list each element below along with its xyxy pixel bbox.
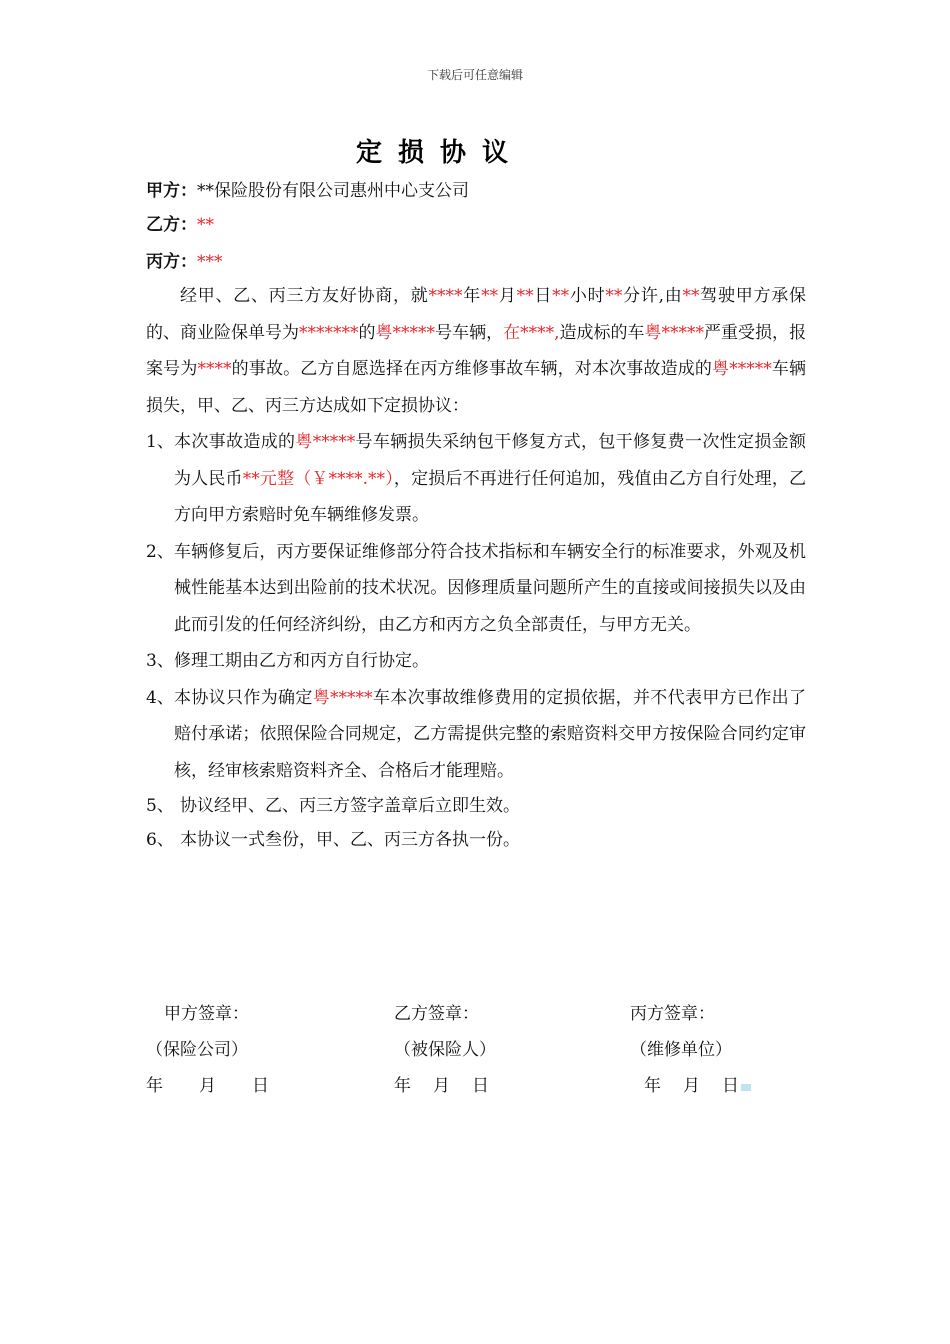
- date-month: 月: [433, 1076, 450, 1096]
- clause-placeholder: 粤*****: [312, 687, 373, 708]
- signature-date: [146, 1068, 269, 1104]
- party-c-label: 丙方：: [146, 252, 197, 272]
- clause-number: 5、: [146, 796, 174, 816]
- clause-4: [146, 680, 806, 790]
- intro-placeholder: 粤*****: [375, 322, 436, 343]
- clause-number: 1、: [146, 432, 174, 452]
- intro-text: 分许,由: [622, 286, 683, 306]
- clause-1: [146, 424, 806, 534]
- date-day: 日: [252, 1076, 269, 1096]
- intro-paragraph: [146, 278, 806, 424]
- clause-text: 车本次事故维修费用的定损依据，并不代表甲方已作出了赔付承诺；依照保险合同规定，乙方需提供完整的索赔资料交甲方按保险合同约定审核，经审核索赔资料齐全、合格后才能理赔。: [174, 687, 807, 781]
- signature-party-c: [630, 996, 751, 1104]
- intro-placeholder: **: [552, 286, 570, 306]
- signature-date: [394, 1068, 496, 1104]
- clause-text: 本协议只作为确定: [174, 687, 313, 708]
- signature-role: （保险公司）: [146, 1040, 248, 1060]
- signature-date: [630, 1068, 751, 1104]
- date-day: 日: [472, 1076, 489, 1096]
- intro-placeholder: **: [516, 286, 534, 306]
- intro-text: 造成标的车: [559, 322, 645, 343]
- signature-title: 丙方签章：: [630, 1004, 715, 1024]
- signature-title: 甲方签章：: [164, 1004, 249, 1024]
- clause-text: 协议经甲、乙、丙三方签字盖章后立即生效。: [180, 796, 520, 816]
- intro-placeholder: **: [605, 286, 623, 306]
- clause-text: 号车辆损失采纳包干修复方式，包干修复费一次性定损金额为人民币: [174, 432, 807, 489]
- party-c-value: ***: [197, 252, 223, 272]
- intro-text: 车辆损失，甲、乙、丙三方达成如下定损协议：: [146, 359, 807, 416]
- intro-placeholder: **: [481, 286, 499, 306]
- clause-5: [146, 789, 806, 823]
- party-a: [146, 176, 469, 201]
- party-c: [146, 247, 223, 272]
- intro-placeholder: 粤*****: [644, 322, 705, 343]
- intro-text: 日: [533, 286, 553, 306]
- clause-placeholder: **元整（￥****.**）: [242, 468, 394, 489]
- clause-3: [146, 643, 806, 680]
- intro-text: 经甲、乙、丙三方友好协商，就: [180, 286, 429, 306]
- clause-text: 本协议一式叁份，甲、乙、丙三方各执一份。: [180, 830, 520, 850]
- signature-party-b: [394, 996, 496, 1104]
- party-b-value: **: [197, 215, 214, 235]
- clause-number: 3、: [146, 651, 174, 671]
- intro-placeholder: 粤*****: [712, 359, 772, 379]
- clause-text: 本次事故造成的: [174, 432, 296, 452]
- signature-party-a: [146, 996, 269, 1104]
- clause-number: 6、: [146, 830, 174, 850]
- clause-text: ，定损后不再进行任何追加，残值由乙方自行处理，乙方向甲方索赔时免车辆维修发票。: [174, 468, 807, 525]
- date-month: 月: [199, 1076, 216, 1096]
- intro-placeholder: 在****,: [503, 322, 560, 343]
- party-b-label: 乙方：: [146, 215, 197, 235]
- party-b: [146, 210, 214, 235]
- intro-text: 的事故。乙方自愿选择在丙方维修事故车辆，对本次事故造成的: [231, 359, 713, 379]
- clause-6: [146, 823, 806, 857]
- intro-placeholder: ****: [428, 286, 463, 306]
- intro-text: 月: [498, 286, 517, 306]
- party-a-label: 甲方：: [146, 181, 197, 201]
- signature-title: 乙方签章：: [394, 1004, 479, 1024]
- document-title: 定损协议: [355, 138, 524, 168]
- intro-placeholder: *******: [299, 322, 359, 343]
- date-day: 日: [722, 1076, 739, 1096]
- header-note: 下载后可任意编辑: [426, 68, 523, 82]
- clause-number: 2、: [146, 541, 174, 562]
- intro-text: 严重受损，报案号为: [146, 322, 807, 379]
- intro-text: 驾驶甲方承保的、商业险保单号为: [146, 286, 807, 343]
- intro-text: 小时: [569, 286, 606, 306]
- clause-text: 车辆修复后，丙方要保证维修部分符合技术指标和车辆安全行的标准要求，外观及机械性能基本达到出险前的技术状况。因修理质量问题所产生的直接或间接损失以及由此而引发的任何经济纠纷，由乙方和丙方之负全部责任，与甲方无关。: [174, 541, 806, 635]
- date-year: 年: [394, 1076, 411, 1096]
- intro-text: 年: [462, 286, 482, 306]
- date-year: 年: [146, 1076, 163, 1096]
- signature-role: （维修单位）: [630, 1040, 732, 1060]
- signature-role: （被保险人）: [394, 1040, 496, 1060]
- intro-placeholder: ****: [197, 359, 232, 379]
- clause-2: [146, 534, 806, 644]
- intro-placeholder: **: [682, 286, 700, 306]
- intro-text: 号车辆，: [435, 322, 504, 343]
- date-month: 月: [683, 1076, 700, 1096]
- intro-text: 的: [358, 322, 376, 343]
- clause-text: 修理工期由乙方和丙方自行协定。: [174, 651, 429, 671]
- agreement-body: [146, 278, 806, 857]
- text-cursor-mark: [741, 1084, 751, 1091]
- party-a-value: **保险股份有限公司惠州中心支公司: [197, 181, 469, 201]
- clause-placeholder: 粤*****: [295, 432, 356, 452]
- clause-number: 4、: [146, 687, 174, 708]
- date-year: 年: [644, 1076, 661, 1096]
